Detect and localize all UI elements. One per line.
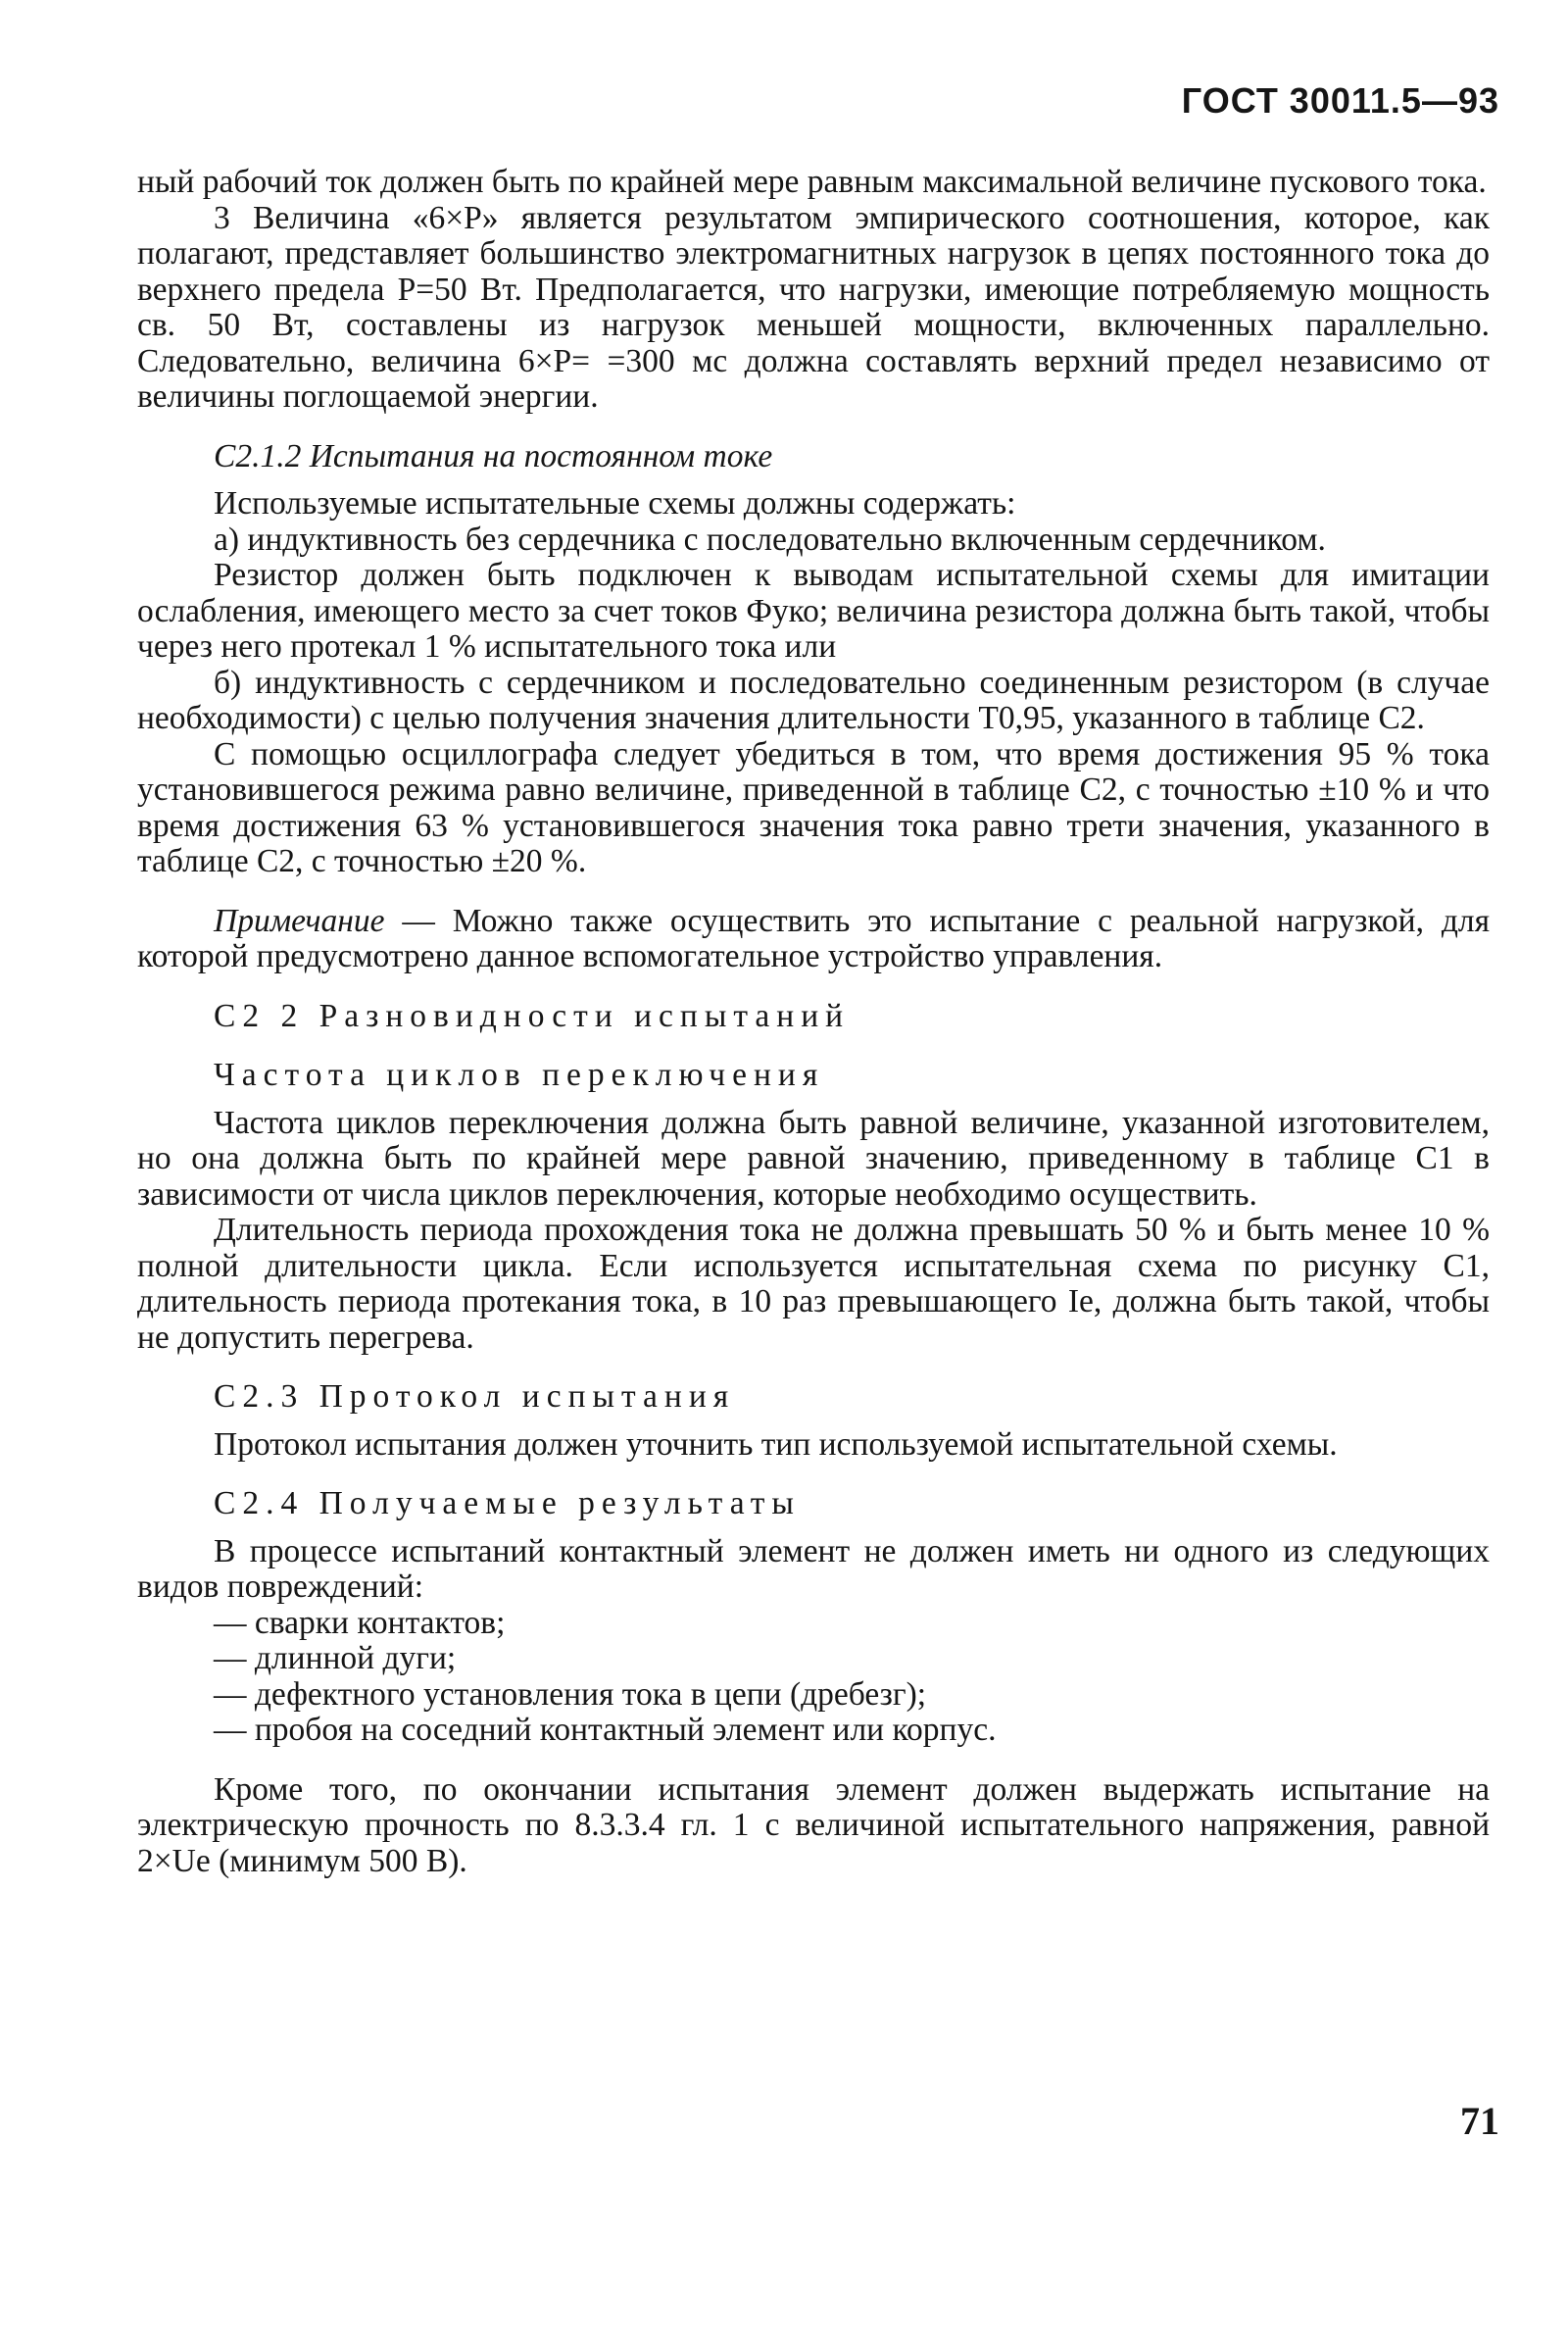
paragraph-results: В процессе испытаний контактный элемент не должен иметь ни одного из следующих видов повреждений: bbox=[137, 1532, 1490, 1605]
list-item-b: б) индуктивность с сердечником и последовательно соединенным резистором (в случае необходимости) с целью получения значения длительности T0,95, указанного в таблице C2. bbox=[137, 664, 1490, 736]
paragraph-frequency: Частота циклов переключения должна быть равной величине, указанной изготовителем, но она должна быть по крайней мере равной значению, приведенному в таблице C1 в зависимости от числа циклов переключения, которые необходимо осуществить. bbox=[137, 1104, 1490, 1213]
list-item-a: а) индуктивность без сердечника с последовательно включенным сердечником. bbox=[214, 521, 1326, 558]
section-heading-c24: C2.4 Получаемые результаты bbox=[214, 1485, 801, 1521]
paragraph-duration: Длительность периода прохождения тока не должна превышать 50 % и быть менее 10 % полной длительности цикла. Если используется испытательная схема по рисунку C1, длительность периода протекания тока, в 10 раз превышающего Ie, должна быть такой, чтобы не допустить перегрева. bbox=[137, 1212, 1490, 1356]
list-item: — пробоя на соседний контактный элемент или корпус. bbox=[214, 1712, 997, 1748]
section-heading-c212: C2.1.2 Испытания на постоянном токе bbox=[214, 437, 773, 474]
page-number: 71 bbox=[1460, 2099, 1499, 2143]
section-heading-c22: C2 2 Разновидности испытаний bbox=[214, 997, 851, 1034]
section-heading-c23: C2.3 Протокол испытания bbox=[214, 1378, 736, 1415]
paragraph-continuation: ный рабочий ток должен быть по крайней мере равным максимальной величине пускового тока. bbox=[137, 164, 1487, 200]
note-paragraph bbox=[137, 904, 1490, 975]
list-item: — сварки контактов; bbox=[214, 1604, 506, 1641]
note-text: — Можно также осуществить это испытание с реальной нагрузкой, для которой предусмотрено данное вспомогательное устройство управления. bbox=[137, 902, 1490, 974]
list-item: — длинной дуги; bbox=[214, 1640, 457, 1676]
paragraph-resistor: Резистор должен быть подключен к выводам испытательной схемы для имитации ослабления, имеющего место за счет токов Фуко; величина резистора должна быть такой, чтобы через него протекал 1 % испытательного тока или bbox=[137, 557, 1490, 665]
note-label: Примечание bbox=[214, 902, 385, 939]
paragraph-schemes-intro: Используемые испытательные схемы должны содержать: bbox=[214, 485, 1016, 522]
paragraph-protocol: Протокол испытания должен уточнить тип используемой испытательной схемы. bbox=[214, 1425, 1338, 1463]
list-item: — дефектного установления тока в цепи (дребезг); bbox=[214, 1675, 927, 1713]
paragraph-final: Кроме того, по окончании испытания элемент должен выдержать испытание на электрическую прочность по 8.3.3.4 гл. 1 с величиной испытательного напряжения, равной 2×Ue (минимум 500 В). bbox=[137, 1770, 1490, 1879]
note-3-paragraph: 3 Величина «6×P» является результатом эмпирического соотношения, которое, как полагают, представляет большинство электромагнитных нагрузок в цепях постоянного тока до верхнего предела P=50 Вт. Предполагается, что нагрузки, имеющие потребляемую мощность св. 50 Вт, составлены из нагрузок меньшей мощности, включенных параллельно. Следовательно, величина 6×P= =300 мс должна составлять верхний предел независимо от величины поглощаемой энергии. bbox=[137, 199, 1490, 415]
subheading-frequency: Частота циклов переключения bbox=[214, 1057, 825, 1093]
document-code-header: ГОСТ 30011.5—93 bbox=[1181, 80, 1499, 121]
paragraph-oscillograph: С помощью осциллографа следует убедиться в том, что время достижения 95 % тока установившегося режима равно величине, приведенной в таблице C2, с точностью ±10 % и что время достижения 63 % установившегося значения тока равно трети значения, указанного в таблице C2, с точностью ±20 %. bbox=[137, 735, 1490, 879]
document-body bbox=[137, 165, 1490, 1879]
